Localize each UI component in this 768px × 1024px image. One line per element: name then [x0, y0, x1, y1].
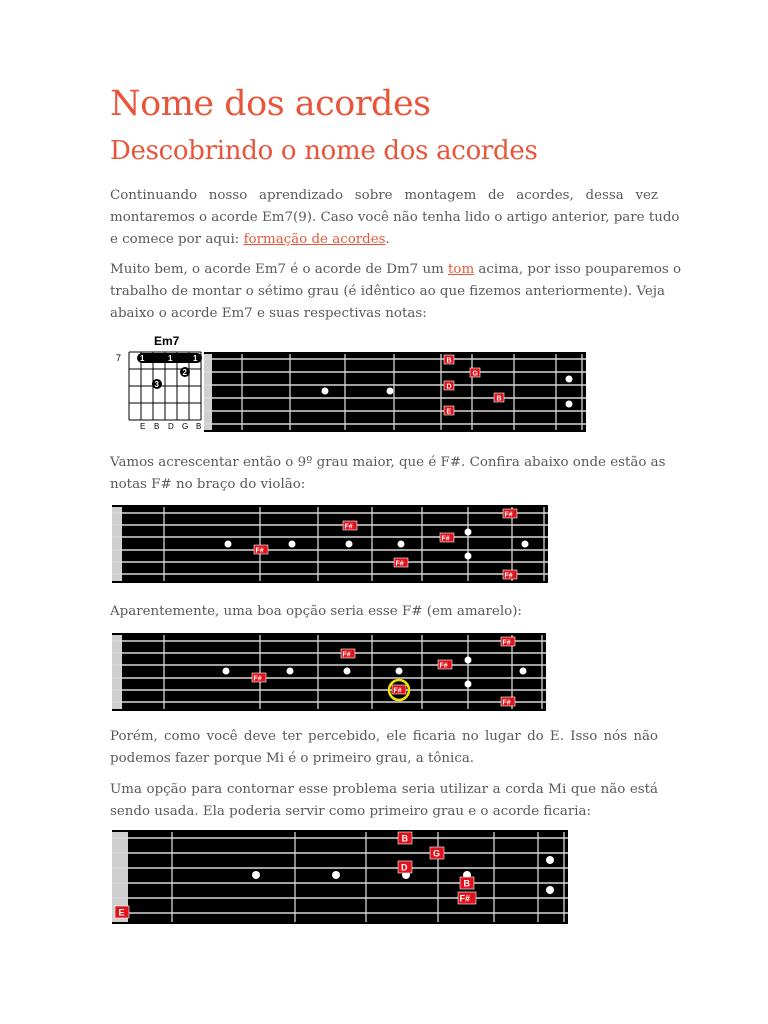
fret-marker-dot	[465, 553, 472, 560]
note-label: F#	[253, 675, 262, 683]
note-label: F#	[344, 523, 353, 531]
note-label: F#	[439, 662, 448, 670]
fret-marker-dot	[252, 871, 260, 879]
text-fragment: e comece por aqui:	[110, 232, 244, 247]
fretboard-nut	[204, 354, 212, 430]
fret-marker-dot	[566, 376, 573, 383]
note-label: D	[401, 862, 408, 873]
link-tom[interactable]: tom	[448, 262, 475, 277]
fret-marker-dot	[223, 668, 230, 675]
paragraph-ninth	[110, 452, 666, 496]
barre-finger: 1	[168, 354, 173, 363]
note-label: F#	[393, 687, 402, 695]
note-label: B	[446, 357, 452, 365]
fret-marker-dot	[546, 886, 554, 894]
fret-marker-dot	[465, 681, 472, 688]
string-label: E	[140, 422, 146, 431]
text-fragment: Muito bem, o acorde Em7 é o acorde de Dm7 um	[110, 262, 449, 277]
fret-marker-dot	[346, 541, 353, 548]
page-title: Nome dos acordes	[110, 84, 431, 124]
paragraph-line: trabalho de montar o sétimo grau (é idêntico ao que fizemos anteriormente). Veja	[110, 284, 665, 299]
fretboard-nut	[112, 507, 122, 581]
text-fragment: acima, por isso pouparemos o	[474, 262, 682, 277]
fretboard-background	[112, 633, 546, 711]
paragraph-intro	[110, 185, 680, 251]
note-label: G	[433, 848, 441, 859]
note-label: B	[496, 395, 502, 403]
barre-finger: 1	[193, 354, 198, 363]
paragraph-line: sendo usada. Ela poderia servir como primeiro grau e o acorde ficaria:	[110, 804, 591, 819]
fret-marker-dot	[520, 668, 527, 675]
string-label: B	[196, 422, 202, 431]
note-label: B	[401, 833, 408, 844]
page-subtitle: Descobrindo o nome dos acordes	[110, 136, 538, 166]
paragraph-yellow	[110, 601, 658, 623]
fretboard-em7-9	[112, 830, 568, 924]
fret-marker-dot	[465, 657, 472, 664]
string-label: G	[182, 422, 189, 431]
note-label: E	[446, 408, 452, 416]
fret-number: 7	[116, 353, 122, 363]
paragraph-line: Porém, como você deve ter percebido, ele ficaria no lugar do E. Isso nós não	[110, 729, 658, 744]
paragraph-line: Vamos acrescentar então o 9º grau maior, que é F#. Confira abaixo onde estão as	[110, 455, 666, 470]
text-fragment: .	[385, 232, 390, 247]
note-label: D	[446, 383, 452, 391]
note-label: E	[118, 907, 125, 918]
paragraph-line	[110, 259, 682, 281]
fret-marker-dot	[287, 668, 294, 675]
paragraph-line: Uma opção para contornar esse problema seria utilizar a corda Mi que não está	[110, 782, 658, 797]
string-label: D	[168, 422, 174, 431]
fret-marker-dot	[398, 541, 405, 548]
fret-marker-dot	[225, 541, 232, 548]
note-label: F#	[504, 572, 513, 580]
fretboard-background	[112, 830, 568, 924]
fretboard-background	[112, 505, 548, 583]
chord-name: Em7	[154, 334, 180, 348]
finger-number: 2	[182, 368, 187, 377]
paragraph-line: podemos fazer porque Mi é o primeiro grau, a tônica.	[110, 751, 475, 766]
paragraph-mi-string	[110, 779, 658, 823]
fretboard-nut	[112, 635, 122, 709]
barre-finger: 1	[140, 354, 145, 363]
note-label: B	[463, 878, 470, 889]
finger-number: 3	[154, 380, 159, 389]
paragraph-line: montaremos o acorde Em7(9). Caso você não tenha lido o artigo anterior, pare tudo	[110, 210, 680, 225]
fret-marker-dot	[289, 541, 296, 548]
paragraph-line: Continuando nosso aprendizado sobre montagem de acordes, dessa vez	[110, 188, 658, 203]
string-label: B	[154, 422, 160, 431]
note-label: F#	[459, 893, 471, 904]
paragraph-line	[110, 229, 658, 251]
note-label: F#	[504, 511, 513, 519]
fretboard-fsharp-highlight	[112, 633, 546, 711]
fretboard-fsharp	[112, 505, 548, 583]
fret-marker-dot	[332, 871, 340, 879]
paragraph-line: notas F# no braço do violão:	[110, 477, 306, 492]
note-label: F#	[395, 560, 404, 568]
link-formacao-de-acordes[interactable]: formação de acordes	[243, 232, 386, 247]
paragraph-line: Aparentemente, uma boa opção seria esse F# (em amarelo):	[110, 604, 522, 619]
paragraph-tonic	[110, 726, 658, 770]
fret-marker-dot	[566, 401, 573, 408]
fret-marker-dot	[522, 541, 529, 548]
note-label: G	[472, 370, 478, 378]
chord-diagram-em7	[112, 330, 208, 434]
note-label: F#	[502, 699, 511, 707]
fret-marker-dot	[465, 529, 472, 536]
note-label: F#	[342, 651, 351, 659]
fret-marker-dot	[344, 668, 351, 675]
note-label: F#	[502, 639, 511, 647]
fret-marker-dot	[322, 388, 329, 395]
fret-marker-dot	[396, 668, 403, 675]
paragraph-line: abaixo o acorde Em7 e suas respectivas notas:	[110, 306, 427, 321]
note-label: F#	[441, 535, 450, 543]
fret-marker-dot	[387, 388, 394, 395]
note-label: F#	[255, 547, 264, 555]
fret-marker-dot	[546, 856, 554, 864]
paragraph-em7	[110, 259, 682, 325]
fretboard-em7	[204, 352, 586, 432]
